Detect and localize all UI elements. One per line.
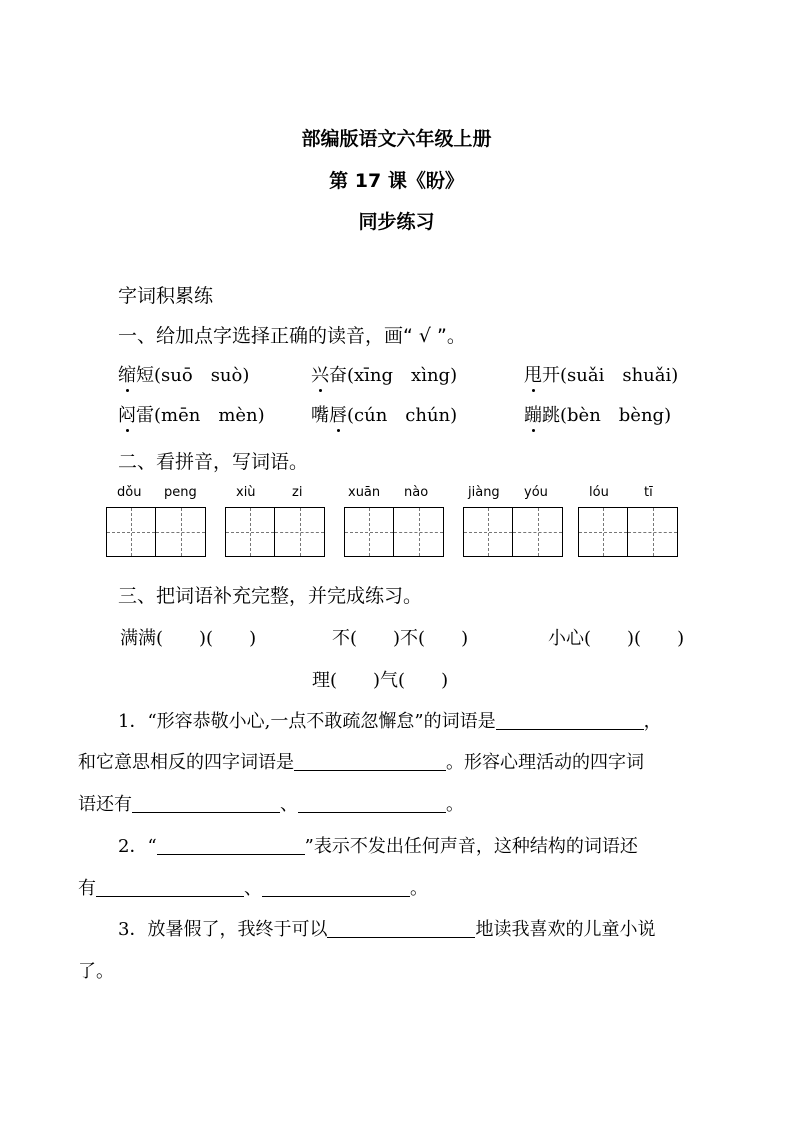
pinyin-label: zi <box>292 485 303 500</box>
exercise-1-text: 1．“形容恭敬小心,一点不敢疏忽懈怠”的词语是 ， <box>118 711 662 732</box>
pinyin-label: tī <box>644 485 653 500</box>
pronunciation-item: 闷雷(mēn mèn) <box>118 401 265 427</box>
exercise-2-text: 2．“ ”表示不发出任何声音，这种结构的词语还 <box>118 836 638 857</box>
pronunciation-item: 缩短(suō suò) <box>118 361 249 387</box>
pinyin-label: nào <box>404 485 429 500</box>
fill-in-word[interactable]: 小心( )( ) <box>548 628 685 649</box>
practice-subtitle: 同步练习 <box>358 211 435 233</box>
exercise-3-text: 了。 <box>78 961 114 982</box>
writing-grid-box[interactable] <box>106 507 206 557</box>
pronunciation-item: 甩开(suǎi shuǎi) <box>524 361 678 387</box>
question-2-heading: 二、看拼音，写词语。 <box>118 451 309 473</box>
fill-in-word[interactable]: 满满( )( ) <box>120 628 257 649</box>
fill-in-word[interactable]: 理( )气( ) <box>312 670 449 691</box>
answer-blank[interactable] <box>327 920 475 938</box>
question-3-heading: 三、把词语补充完整，并完成练习。 <box>118 585 423 607</box>
dotted-char: 甩 <box>524 361 542 387</box>
exercise-1-text: 语还有 、 。 <box>78 794 464 815</box>
pinyin-label: jiàng <box>468 485 500 500</box>
dotted-char: 缩 <box>118 361 136 387</box>
pinyin-label: lóu <box>589 485 609 500</box>
document-title: 部编版语文六年级上册 <box>301 128 492 150</box>
dotted-char: 闷 <box>118 401 136 427</box>
pinyin-label: yóu <box>524 485 548 500</box>
writing-grid-box[interactable] <box>225 507 325 557</box>
lesson-title: 第 17 课《盼》 <box>329 170 464 192</box>
dotted-char: 兴 <box>311 361 329 387</box>
writing-grid-box[interactable] <box>578 507 678 557</box>
pinyin-label: peng <box>164 485 197 500</box>
question-1-heading: 一、给加点字选择正确的读音，画“ √ ”。 <box>118 325 466 347</box>
dotted-char: 蹦 <box>524 401 542 427</box>
answer-blank[interactable] <box>294 753 446 771</box>
writing-grid-box[interactable] <box>344 507 444 557</box>
fill-in-word[interactable]: 不( )不( ) <box>332 628 469 649</box>
answer-blank[interactable] <box>298 795 446 813</box>
pronunciation-item: 兴奋(xīng xìng) <box>311 361 457 387</box>
pronunciation-item: 嘴唇(cún chún) <box>311 401 457 427</box>
answer-blank[interactable] <box>132 795 280 813</box>
exercise-1-text: 和它意思相反的四字词语是 。形容心理活动的四字词 <box>78 752 644 773</box>
answer-blank[interactable] <box>96 879 244 897</box>
answer-blank[interactable] <box>157 837 305 855</box>
pinyin-label: xiù <box>236 485 256 500</box>
answer-blank[interactable] <box>262 879 410 897</box>
pronunciation-item: 蹦跳(bèn bèng) <box>524 401 671 427</box>
writing-grid-box[interactable] <box>463 507 563 557</box>
pinyin-label: dǒu <box>117 485 142 500</box>
pinyin-label: xuān <box>348 485 381 500</box>
dotted-char: 唇 <box>329 401 347 427</box>
exercise-3-text: 3．放暑假了，我终于可以 地读我喜欢的儿童小说 <box>118 919 656 940</box>
exercise-2-text: 有 、 。 <box>78 878 428 899</box>
section-heading: 字词积累练 <box>118 285 214 307</box>
answer-blank[interactable] <box>496 712 644 730</box>
